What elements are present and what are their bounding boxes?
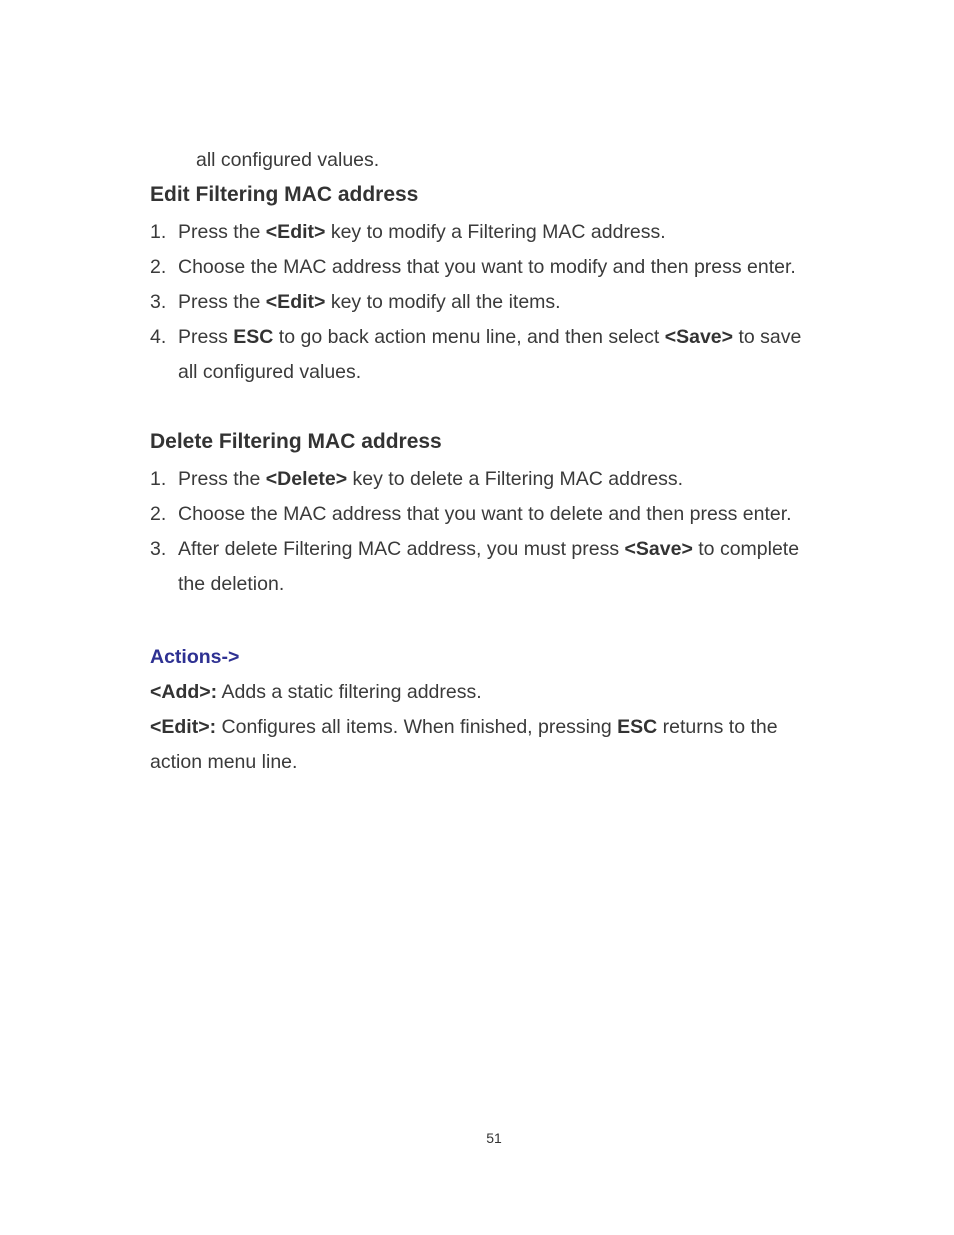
- key-label: <Delete>: [265, 468, 348, 490]
- step-text: Press: [178, 326, 234, 348]
- step-number: 2.: [150, 503, 167, 525]
- step-number: 3.: [150, 538, 167, 560]
- action-label: <Add>:: [150, 681, 218, 703]
- delete-step-2: [150, 502, 792, 526]
- edit-step-1: [150, 220, 666, 244]
- action-edit-wrap: action menu line.: [150, 751, 298, 773]
- key-label: <Save>: [624, 538, 693, 560]
- step-text: to go back action menu line, and then select: [273, 326, 665, 348]
- step-text: Press the: [178, 221, 266, 243]
- step-text: key to delete a Filtering MAC address.: [347, 468, 684, 490]
- edit-step-4: [150, 325, 801, 349]
- delete-step-3-wrap: the deletion.: [178, 573, 285, 595]
- action-text: Configures all items. When finished, pressing: [216, 716, 618, 738]
- delete-step-1: [150, 467, 683, 491]
- step-text: to save: [733, 326, 802, 348]
- page-number: 51: [486, 1130, 502, 1146]
- step-text: Press the: [178, 291, 266, 313]
- action-text: returns to the: [657, 716, 778, 738]
- step-number: 2.: [150, 256, 167, 278]
- actions-title: Actions->: [150, 646, 240, 668]
- step-text: key to modify a Filtering MAC address.: [325, 221, 666, 243]
- action-edit: [150, 715, 778, 739]
- step-number: 1.: [150, 221, 167, 243]
- action-add: [150, 680, 482, 704]
- step-text: Choose the MAC address that you want to modify and then press enter.: [178, 256, 796, 278]
- delete-step-3: [150, 537, 799, 561]
- continuation-text: all configured values.: [196, 149, 380, 171]
- step-number: 3.: [150, 291, 167, 313]
- step-text: to complete: [692, 538, 800, 560]
- step-number: 4.: [150, 326, 167, 348]
- edit-step-2: [150, 255, 796, 279]
- action-label: <Edit>:: [150, 716, 217, 738]
- edit-step-4-wrap: all configured values.: [178, 361, 362, 383]
- key-label: ESC: [233, 326, 274, 348]
- key-label: <Save>: [664, 326, 734, 348]
- key-label: <Edit>: [265, 221, 326, 243]
- step-text: key to modify all the items.: [325, 291, 561, 313]
- step-text: Press the: [178, 468, 266, 490]
- step-text: After delete Filtering MAC address, you must press: [178, 538, 625, 560]
- delete-section-title: Delete Filtering MAC address: [150, 430, 442, 453]
- step-text: Choose the MAC address that you want to delete and then press enter.: [178, 503, 792, 525]
- key-label: ESC: [617, 716, 658, 738]
- key-label: <Edit>: [265, 291, 326, 313]
- edit-section-title: Edit Filtering MAC address: [150, 183, 419, 206]
- action-text: Adds a static filtering address.: [217, 681, 482, 703]
- edit-step-3: [150, 290, 561, 314]
- step-number: 1.: [150, 468, 167, 490]
